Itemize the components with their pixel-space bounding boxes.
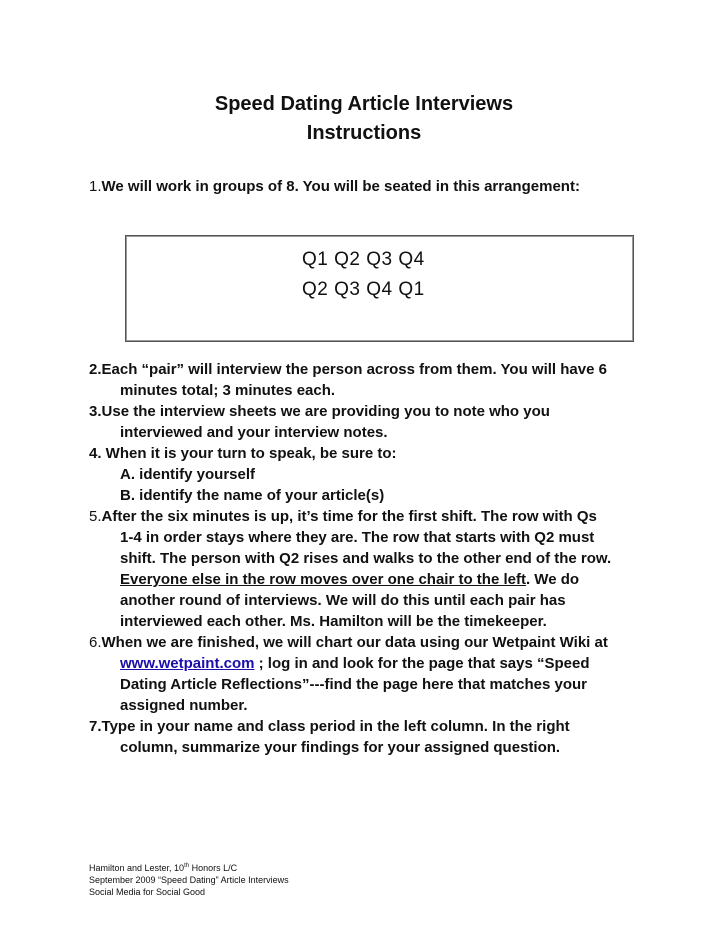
step-1-number: 1. [89,178,102,195]
step-2-line-1: Each “pair” will interview the person across from them. You will have 6 [101,361,607,378]
step-4-item-a: A. identify yourself [120,466,256,483]
step-6-line-4: assigned number. [120,697,248,714]
footer-line-2: September 2009 “Speed Dating” Article Interviews [89,875,289,885]
step-3 [89,401,649,443]
document-subtitle: Instructions [306,122,422,144]
step-2-line-2: minutes total; 3 minutes each. [120,382,336,399]
step-5-line-6: interviewed each other. Ms. Hamilton will be the timekeeper. [120,613,547,630]
step-5-line-3: shift. The person with Q2 rises and walks to the other end of the row. [120,550,612,567]
footer-superscript: th [184,863,190,869]
step-6-line-3: Dating Article Reflections”---find the page here that matches your [120,676,588,693]
step-5 [89,506,649,632]
step-7-line-2: column, summarize your findings for your assigned question. [120,739,561,756]
step-3-line-2: interviewed and your interview notes. [120,424,388,441]
seating-row-2: Q2 Q3 Q4 Q1 [302,279,425,300]
step-5-underlined-text: Everyone else in the row moves over one chair to the left [120,571,526,588]
step-1-text: We will work in groups of 8. You will be seated in this arrangement: [101,178,580,195]
footer-line-3: Social Media for Social Good [89,887,206,897]
step-7-number: 7. [89,718,102,735]
step-7 [89,716,649,758]
step-4 [89,443,649,506]
step-3-number: 3. [89,403,102,420]
step-5-line-4-rest: . We do [525,571,580,588]
step-6 [89,632,649,716]
step-2-number: 2. [89,361,102,378]
step-3-line-1: Use the interview sheets we are providing you to note who you [101,403,550,420]
footer-line-1 [89,862,237,874]
step-7-line-1: Type in your name and class period in the left column. In the right [101,718,570,735]
seating-row-1: Q1 Q2 Q3 Q4 [302,249,425,270]
step-5-line-5: another round of interviews. We will do this until each pair has [120,592,566,609]
wetpaint-link[interactable]: www.wetpaint.com [120,655,255,672]
document-title: Speed Dating Article Interviews [214,93,514,115]
step-6-number: 6. [89,634,102,651]
step-2 [89,359,649,401]
footer-class: Honors L/C [189,863,238,873]
step-6-line-2-rest: ; log in and look for the page that says “Speed [254,655,590,672]
step-1 [89,176,649,197]
step-5-line-1: After the six minutes is up, it’s time for the first shift. The row with Qs [101,508,597,525]
step-5-number: 5. [89,508,102,525]
step-5-line-2: 1-4 in order stays where they are. The row that starts with Q2 must [120,529,595,546]
footer-authors: Hamilton and Lester, 10 [89,863,185,873]
step-4-item-b: B. identify the name of your article(s) [120,487,385,504]
step-4-line-1: 4. When it is your turn to speak, be sure to: [89,445,397,462]
step-6-line-1: When we are finished, we will chart our data using our Wetpaint Wiki at [101,634,608,651]
